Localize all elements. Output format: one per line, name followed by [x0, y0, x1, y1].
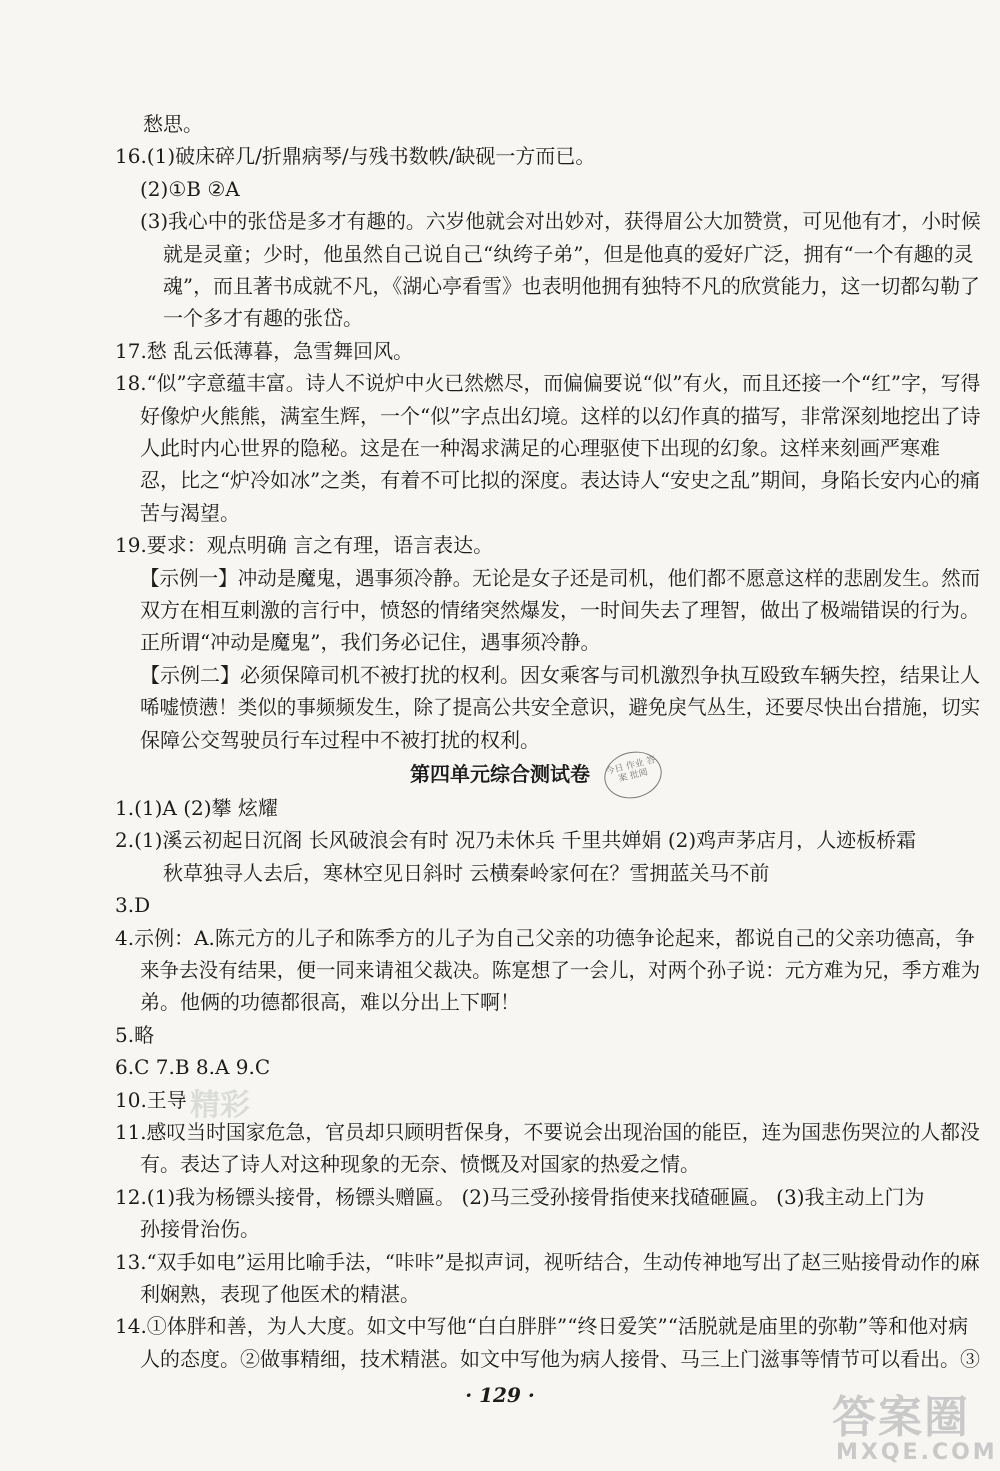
site-watermark: [832, 1392, 998, 1466]
answer-line: 5.略: [115, 1022, 155, 1047]
answer-line: 【示例一】冲动是魔鬼，遇事须冷静。无论是女子还是司机，他们都不愿意这样的悲剧发生。然而: [140, 565, 981, 590]
answer-line: 正所谓“冲动是魔鬼”，我们务必记住，遇事须冷静。: [140, 630, 601, 655]
answer-line: 孙接骨治伤。: [140, 1217, 260, 1242]
answer-line: 14.①体胖和善，为人大度。如文中写他“白白胖胖”“终日爱笑”“活脱就是庙里的弥勒”等和他对病: [115, 1314, 969, 1339]
answer-line: 2.(1)溪云初起日沉阁 长风破浪会有时 况乃未休兵 千里共婵娟 (2)鸡声茅店月，人迹板桥霜: [115, 828, 917, 853]
answer-line: 人此时内心世界的隐秘。这是在一种渴求满足的心理驱使下出现的幻象。这样来刻画严寒难: [140, 436, 940, 460]
answer-line: 【示例二】必须保障司机不被打扰的权利。因女乘客与司机激烈争执互殴致车辆失控，结果让人: [140, 662, 980, 687]
answer-line: 有。表达了诗人对这种现象的无奈、愤慨及对国家的热爱之情。: [140, 1152, 700, 1177]
answer-line: 11.感叹当时国家危急，官员却只顾明哲保身，不要说会出现治国的能臣，连为国悲伤哭泣的人都没: [115, 1120, 980, 1144]
answer-line: (3)我心中的张岱是多才有趣的。六岁他就会对出妙对，获得眉公大加赞赏，可见他有才，小时候: [140, 209, 981, 234]
answer-line: 6.C 7.B 8.A 9.C: [115, 1055, 271, 1080]
answer-line: 13.“双手如电”运用比喻手法，“咔咔”是拟声词，视听结合，生动传神地写出了赵三贴接骨动作的麻: [115, 1249, 980, 1274]
answer-line: 利娴熟，表现了他医术的精湛。: [140, 1282, 420, 1306]
answer-line: 愁思。: [143, 112, 203, 136]
watermark-logo: 答案圈: [832, 1392, 970, 1443]
answer-line: 弟。他俩的功德都很高，难以分出上下啊！: [140, 990, 520, 1015]
review-stamp: 今日 作业 答案 批阅: [599, 746, 666, 805]
answer-line: 唏嘘愤懑！类似的事频频发生，除了提高公共安全意识，避免戾气丛生，还要尽快出台措施，切实: [140, 695, 981, 720]
answer-line: 18.“似”字意蕴丰富。诗人不说炉中火已然燃尽，而偏偏要说“似”有火，而且还接一个“红”字，写得: [115, 371, 981, 396]
faint-watermark: 精彩: [190, 1087, 250, 1123]
answer-line: 4.示例：A.陈元方的儿子和陈季方的儿子为自己父亲的功德争论起来，都说自己的父亲功德高，争: [115, 925, 975, 950]
answer-line: 3.D: [115, 893, 151, 918]
answer-line: 秋草独寻人去后，寒林空见日斜时 云横秦岭家何在？雪拥蓝关马不前: [163, 860, 770, 885]
answer-line: (2)①B ②A: [140, 176, 240, 201]
answer-line: 10.王导: [115, 1087, 187, 1112]
answer-line: 12.(1)我为杨镖头接骨，杨镖头赠匾。 (2)马三受孙接骨指使来找碴砸匾。 (3)我主动上门为: [115, 1184, 925, 1209]
answer-line: 双方在相互刺激的言行中，愤怒的情绪突然爆发，一时间失去了理智，做出了极端错误的行为。: [140, 598, 980, 622]
answer-line: 忍，比之“炉冷如冰”之类，有着不可比拟的深度。表达诗人“安史之乱”期间，身陷长安内心的痛: [140, 468, 981, 493]
answer-line: 人的态度。②做事精细，技术精湛。如文中写他为病人接骨、马三上门滋事等情节可以看出。③: [140, 1346, 980, 1371]
section-title: 第四单元综合测试卷: [410, 762, 590, 786]
answer-line: 魂”，而且著书成就不凡，《湖心亭看雪》也表明他拥有独特不凡的欣赏能力，这一切都勾勒了: [163, 274, 980, 298]
answer-line: 一个多才有趣的张岱。: [163, 306, 363, 331]
page-number: · 129 ·: [465, 1383, 535, 1408]
answer-line: 就是灵童；少时，他虽然自己说自己“纨绔子弟”，但是他真的爱好广泛，拥有“一个有趣的灵: [163, 241, 974, 266]
answer-line: 17.愁 乱云低薄暮，急雪舞回风。: [115, 338, 414, 363]
answer-line: 来争去没有结果，便一同来请祖父裁决。陈寔想了一会儿，对两个孙子说：元方难为兄，季方难为: [140, 958, 981, 982]
answer-line: 19.要求：观点明确 言之有理，语言表达。: [115, 533, 494, 558]
answer-line: 好像炉火熊熊，满室生辉，一个“似”字点出幻境。这样的以幻作真的描写，非常深刻地挖出了诗: [140, 403, 981, 428]
answer-line: 苦与渴望。: [140, 500, 240, 525]
answer-line: 保障公交驾驶员行车过程中不被打扰的权利。: [140, 727, 540, 752]
answer-line: 1.(1)A (2)攀 炫耀: [115, 796, 278, 820]
watermark-url: MXQE.COM: [836, 1440, 998, 1465]
answer-line: 16.(1)破床碎几/折鼎病琴/与残书数帙/缺砚一方而已。: [115, 144, 596, 169]
